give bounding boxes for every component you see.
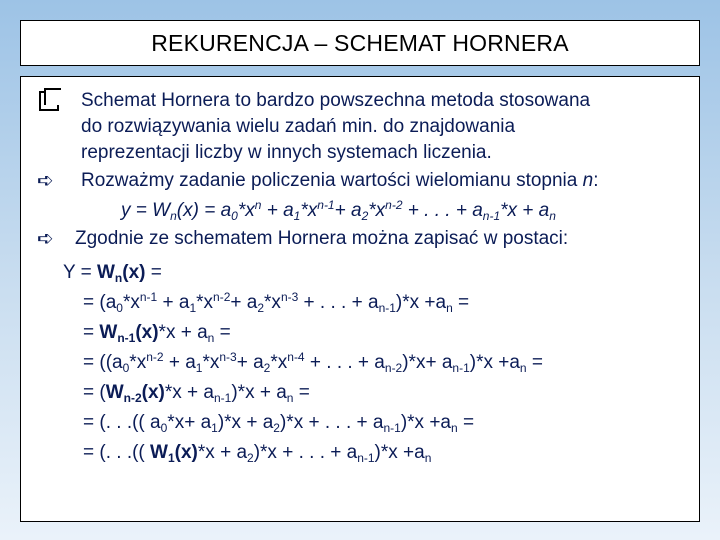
formula-line-2: = ($a_0*x^{n-1} + a_1*x^{n-2}+ a_2*x^{n-3}$ + . . . + $a_{n-1})*x +a_n$ =: [83, 290, 470, 315]
formula-wn: $y = W_n(x) = a_0*x^n + a_1*x^{n-1}+ a_2*x^{n-2}$ + . . . + $a_{n-1}*x + a_n$: [121, 198, 556, 223]
slide-title: REKURENCJA – SCHEMAT HORNERA: [20, 20, 700, 66]
bullet-text: to bardzo powszechna metoda stosowana: [229, 90, 591, 111]
content-box: [20, 76, 700, 522]
arrow-bullet-icon: ➪: [37, 170, 54, 192]
bullet-lead: Schemat Hornera: [81, 90, 230, 111]
arrow-bullet-icon: ➪: [37, 228, 54, 250]
checkbox-bullet-icon: [39, 91, 59, 111]
arrow-line-1: [81, 169, 599, 193]
arrow-line-1-text: Rozważmy zadanie policzenia wartości wielomianu stopnia: [81, 170, 583, 191]
bullet-line-1: [81, 89, 590, 113]
formula-line-7: = (. . .(( $W_1(x)*x + a_2)*x$ + . . . + $a_{n-1})*x +a_n$: [83, 442, 432, 465]
arrow-line-1-var: n: [582, 170, 594, 191]
formula-line-5: = $(W_{n-2}(x)*x + a_{n-1})*x + a_n$ =: [83, 382, 310, 405]
arrow-line-1-tail: :: [593, 170, 599, 191]
arrow-line-2: Zgodnie ze schematem Hornera można zapisać w postaci:: [75, 228, 569, 249]
formula-line-6: = (. . .(( $a_0*x+ a_1)*x + a_2)*x$ + . . . + $a_{n-1})*x +a_n$ =: [83, 412, 475, 435]
formula-line-3: = $W_{n-1}(x)*x + a_n$ =: [83, 322, 231, 345]
bullet-line-3: reprezentacji liczby w innych systemach liczenia.: [81, 142, 492, 163]
formula-line-1: $Y = W_n(x)$ =: [63, 262, 162, 285]
bullet-line-2: do rozwiązywania wielu zadań min. do znajdowania: [81, 116, 516, 137]
formula-line-4: = (($a_0*x^{n-2} + a_1*x^{n-3}+ a_2*x^{n-4}$ + . . . + $a_{n-2})*x+ a_{n-1})*x +a_n$ =: [83, 350, 543, 375]
